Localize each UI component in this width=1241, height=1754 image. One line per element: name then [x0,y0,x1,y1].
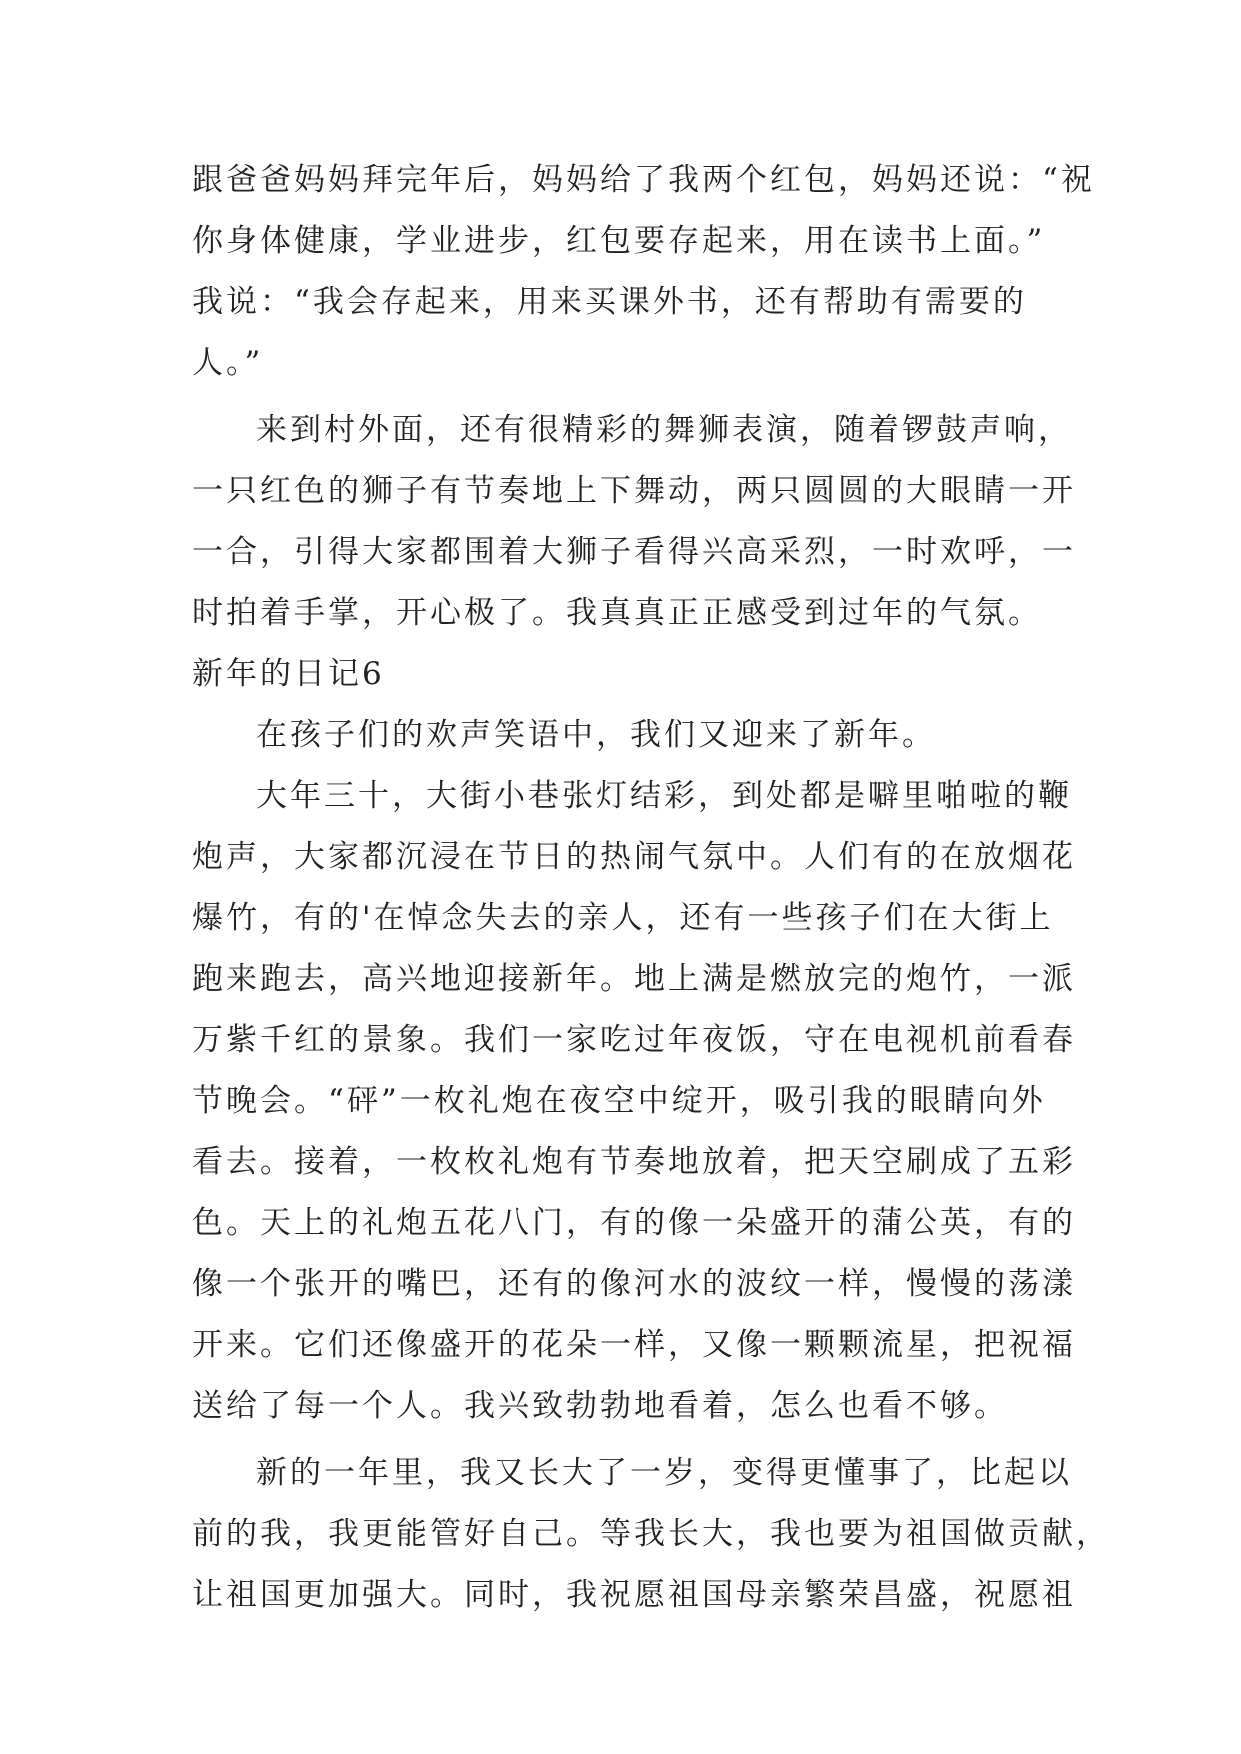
text-line: 跑来跑去，高兴地迎接新年。地上满是燃放完的炮竹，一派 [192,961,1076,997]
text-line: 色。天上的礼炮五花八门，有的像一朵盛开的蒲公英，有的 [192,1205,1076,1241]
paragraph-first-line: 新的一年里，我又长大了一岁，变得更懂事了，比起以 [256,1455,1072,1491]
text-line: 时拍着手掌，开心极了。我真真正正感受到过年的气氛。 [192,595,1042,631]
text-line: 一只红色的狮子有节奏地上下舞动，两只圆圆的大眼睛一开 [192,473,1076,509]
text-line: 像一个张开的嘴巴，还有的像河水的波纹一样，慢慢的荡漾 [192,1266,1076,1302]
paragraph-first-line: 大年三十，大街小巷张灯结彩，到处都是噼里啪啦的鞭 [256,778,1072,814]
text-line: 一合，引得大家都围着大狮子看得兴高采烈，一时欢呼，一 [192,534,1076,570]
text-line: 让祖国更加强大。同时，我祝愿祖国母亲繁荣昌盛，祝愿祖 [192,1577,1076,1613]
text-line: 你身体健康，学业进步，红包要存起来，用在读书上面。” [192,223,1046,259]
text-line: 炮声，大家都沉浸在节日的热闹气氛中。人们有的在放烟花 [192,839,1076,875]
paragraph-first-line: 来到村外面，还有很精彩的舞狮表演，随着锣鼓声响， [256,412,1072,448]
text-line: 人。” [192,345,264,381]
text-line: 跟爸爸妈妈拜完年后，妈妈给了我两个红包，妈妈还说：“祝 [192,162,1095,198]
text-line: 开来。它们还像盛开的花朵一样，又像一颗颗流星，把祝福 [192,1327,1076,1363]
text-line: 送给了每一个人。我兴致勃勃地看着，怎么也看不够。 [192,1388,1008,1424]
text-line: 爆竹，有的'在悼念失去的亲人，还有一些孩子们在大街上 [192,900,1054,936]
text-line: 节晚会。“砰”一枚礼炮在夜空中绽开，吸引我的眼睛向外 [192,1083,1046,1119]
section-heading: 新年的日记6 [192,656,385,692]
text-line: 万紫千红的景象。我们一家吃过年夜饭，守在电视机前看春 [192,1022,1076,1058]
text-line: 看去。接着，一枚枚礼炮有节奏地放着，把天空刷成了五彩 [192,1144,1076,1180]
document-page [192,150,1110,1626]
text-line: 我说：“我会存起来，用来买课外书，还有帮助有需要的 [192,284,1027,320]
paragraph-first-line: 在孩子们的欢声笑语中，我们又迎来了新年。 [256,717,936,753]
text-line: 前的我，我更能管好自己。等我长大，我也要为祖国做贡献， [192,1516,1110,1552]
